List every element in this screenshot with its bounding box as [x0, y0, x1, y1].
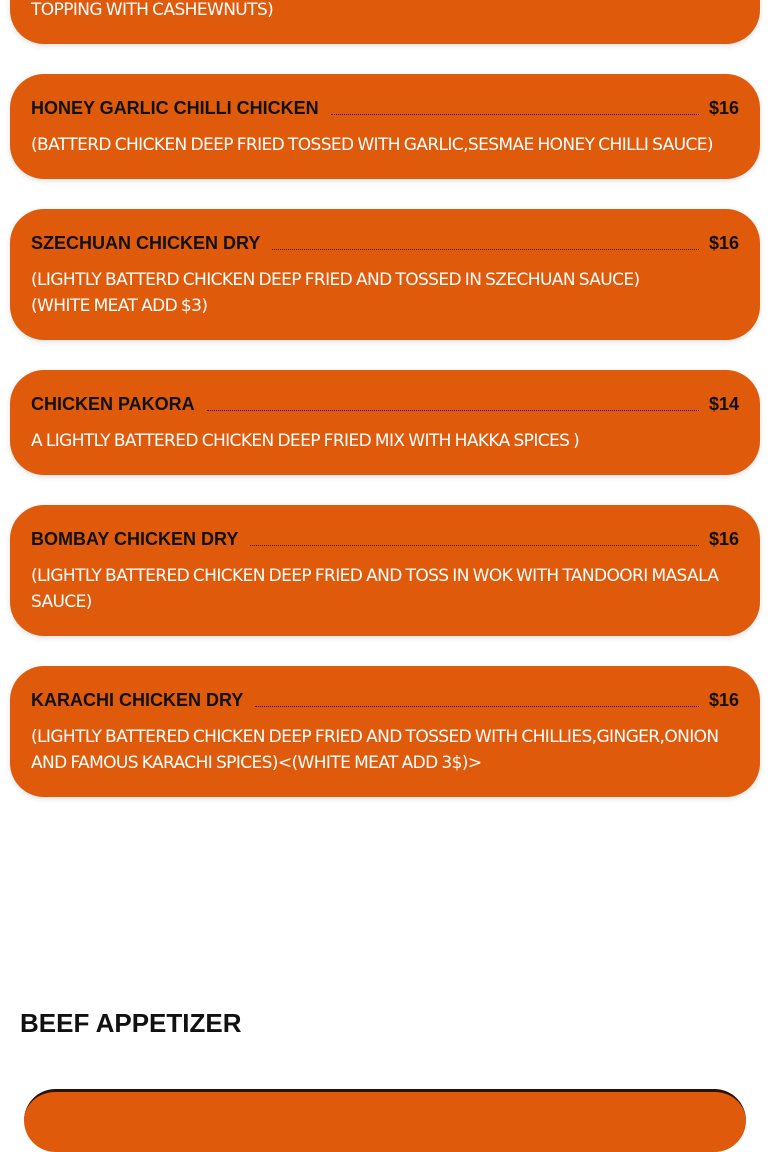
- item-description: [31, 267, 739, 319]
- item-description: A LIGHTLY BATTERED CHICKEN DEEP FRIED MIX WITH HAKKA SPICES ): [31, 431, 580, 451]
- menu-card-chicken-pakora[interactable]: [10, 370, 760, 475]
- section-title-beef-appetizer: BEEF APPETIZER: [20, 1008, 242, 1038]
- menu-card-honey-garlic-chilli-chicken[interactable]: [10, 74, 760, 179]
- item-price: $16: [708, 233, 739, 253]
- menu-card-szechuan-chicken-dry[interactable]: [10, 209, 760, 340]
- item-description: (LIGHTLY BATTERED CHICKEN DEEP FRIED AND TOSS IN WOK WITH TANDOORI MASALA SAUCE): [31, 566, 719, 612]
- menu-card-partial-next: [24, 1089, 746, 1152]
- item-description-main: (LIGHTLY BATTERD CHICKEN DEEP FRIED AND TOSSED IN SZECHUAN SAUCE): [31, 270, 640, 290]
- price-leader-dots: [272, 248, 699, 250]
- item-name: SZECHUAN CHICKEN DRY: [31, 233, 261, 253]
- menu-card-bombay-chicken-dry[interactable]: [10, 505, 760, 636]
- price-leader-dots: [255, 705, 699, 707]
- item-name: CHICKEN PAKORA: [31, 394, 195, 414]
- item-description: (BATTERD CHICKEN DEEP FRIED TOSSED WITH GARLIC,SESMAE HONEY CHILLI SAUCE): [31, 135, 713, 155]
- menu-card-karachi-chicken-dry[interactable]: [10, 666, 760, 797]
- price-leader-dots: [250, 544, 699, 546]
- item-description: (LIGHTLY BATTERED CHICKEN DEEP FRIED AND TOSSED WITH CHILLIES,GINGER,ONION AND FAMOUS KARACHI SPICES)<(WHITE MEAT ADD 3$)>: [31, 727, 719, 773]
- price-leader-dots: [207, 409, 699, 411]
- item-description: TOPPING WITH CASHEWNUTS): [31, 0, 274, 20]
- item-name: KARACHI CHICKEN DRY: [31, 690, 244, 710]
- item-name: BOMBAY CHICKEN DRY: [31, 529, 239, 549]
- item-description-note: (WHITE MEAT ADD $3): [31, 296, 208, 316]
- price-leader-dots: [331, 113, 699, 115]
- item-name: HONEY GARLIC CHILLI CHICKEN: [31, 98, 319, 118]
- item-price: $14: [708, 394, 739, 414]
- item-price: $16: [708, 529, 739, 549]
- menu-card-partial: [10, 0, 760, 44]
- item-price: $16: [708, 98, 739, 118]
- item-price: $16: [708, 690, 739, 710]
